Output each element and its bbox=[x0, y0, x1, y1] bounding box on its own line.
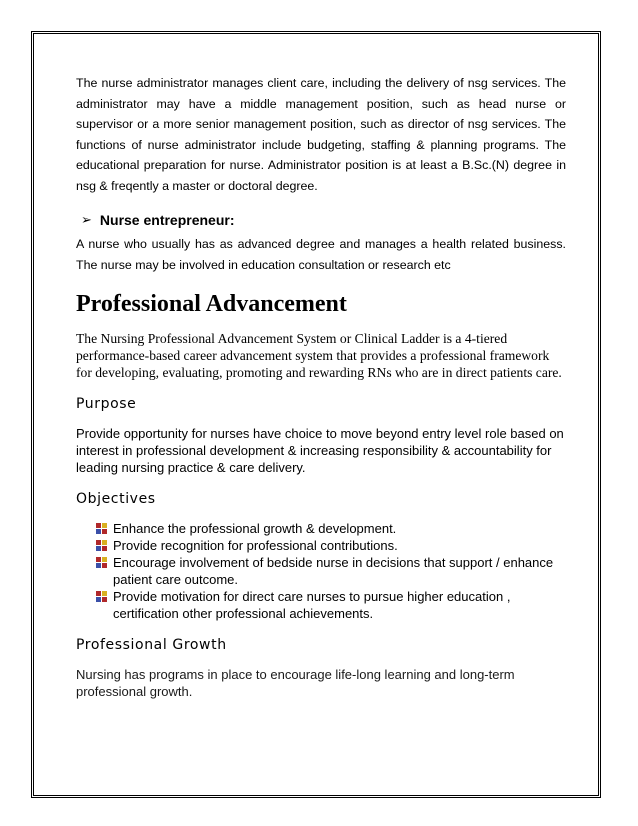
professional-advancement-heading: Professional Advancement bbox=[76, 291, 347, 317]
square-bullet-icon bbox=[96, 540, 107, 551]
professional-growth-heading: Professional Growth bbox=[76, 637, 227, 653]
entrepreneur-text: A nurse who usually has as advanced degree and manages a health related business. The nurse may be involved in education consultation or research etc bbox=[76, 237, 566, 272]
professional-growth-text: Nursing has programs in place to encourage life-long learning and long-term professional growth. bbox=[76, 667, 515, 699]
list-item bbox=[96, 537, 566, 554]
purpose-text: Provide opportunity for nurses have choice to move beyond entry level role based on interest in professional development & increasing responsibility & accountability for leading nursing practice & care delivery. bbox=[76, 426, 564, 475]
square-bullet-icon bbox=[96, 523, 107, 534]
document-body bbox=[76, 73, 566, 700]
objective-text: Provide recognition for professional contributions. bbox=[113, 538, 398, 553]
objectives-heading: Objectives bbox=[76, 491, 156, 507]
square-bullet-icon bbox=[96, 557, 107, 568]
objective-text: Encourage involvement of bedside nurse in decisions that support / enhance patient care outcome. bbox=[113, 555, 554, 587]
objective-text: Provide motivation for direct care nurses to pursue higher education , certification other professional achievements. bbox=[113, 589, 511, 621]
objective-text: Enhance the professional growth & development. bbox=[113, 521, 397, 536]
objectives-list bbox=[76, 520, 566, 622]
square-bullet-icon bbox=[96, 591, 107, 602]
purpose-heading: Purpose bbox=[76, 396, 137, 412]
arrow-bullet-icon: ➢ bbox=[81, 212, 92, 227]
intro-paragraph: The nurse administrator manages client care, including the delivery of nsg services. The administrator may have a middle management position, such as head nurse or supervisor or a more senior management position, such as director of nsg services. The functions of nurse administrator include budgeting, staffing & planning programs. The educational preparation for nurse. Administrator position is at least a B.Sc.(N) degree in nsg & freqently a master or doctoral degree. bbox=[76, 76, 566, 193]
list-item bbox=[96, 520, 566, 537]
list-item bbox=[96, 588, 566, 622]
entrepreneur-heading bbox=[76, 212, 566, 228]
professional-advancement-text: The Nursing Professional Advancement System or Clinical Ladder is a 4-tiered performance-based career advancement system that provides a professional framework for developing, evaluating, promoting and rewarding RNs who are in direct patients care. bbox=[76, 331, 562, 380]
entrepreneur-heading-text: Nurse entrepreneur: bbox=[99, 212, 235, 228]
list-item bbox=[96, 554, 566, 588]
